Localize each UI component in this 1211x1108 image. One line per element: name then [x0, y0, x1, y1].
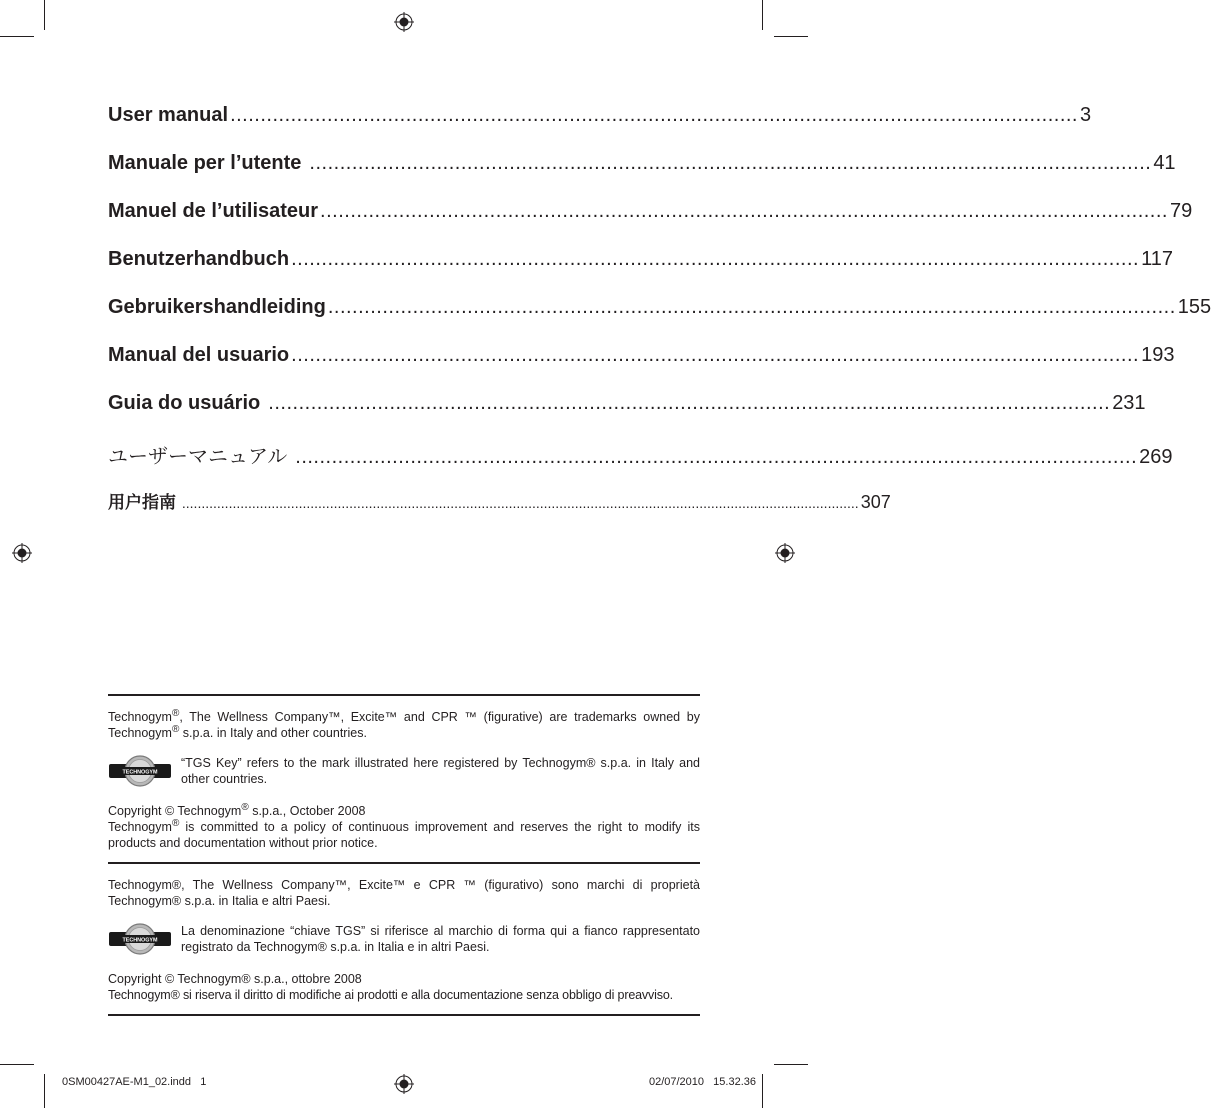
toc-title: 用户指南: [108, 493, 176, 513]
registration-mark-icon: [394, 1074, 414, 1094]
slug-filename: 0SM00427AE-M1_02.indd 1: [62, 1076, 207, 1088]
legal-notices: [108, 694, 700, 1016]
slug-datetime: 02/07/2010 15.32.36: [648, 1076, 756, 1088]
toc-title: Manuel de l’utilisateur: [108, 200, 319, 222]
toc-page-number: 269: [1139, 446, 1173, 468]
registration-mark-icon: [775, 543, 795, 563]
crop-mark: [44, 1074, 45, 1108]
trademark-notice: Technogym®, The Wellness Company™, Excite™ and CPR ™ (figurative) are trademarks owned by Technogym® s.p.a. in Italy and other countries.: [108, 708, 700, 740]
registration-mark-icon: [12, 543, 32, 563]
crop-mark: [0, 1064, 34, 1065]
toc-leader: ...........................................................................................................................................: [289, 446, 1138, 468]
legal-section-it: [108, 862, 700, 1014]
crop-mark: [44, 0, 45, 30]
toc-entry-zh[interactable]: [108, 488, 891, 536]
tgs-key-text: “TGS Key” refers to the mark illustrated here registered by Technogym® s.p.a. in Italy and other countries.: [181, 756, 700, 786]
toc-page-number: 231: [1112, 392, 1146, 414]
copyright-notice-it: Copyright © Technogym® s.p.a., ottobre 2008 Technogym® si riserva il diritto di modifiche ai prodotti e alla documentazione senza obbligo di preavviso.: [108, 972, 673, 1002]
toc-leader: ............................................................................................................................................: [230, 104, 1078, 126]
toc-title: ユーザーマニュアル: [108, 444, 288, 468]
toc-entry-es[interactable]: [108, 344, 1175, 392]
toc-title: Guia do usuário: [108, 392, 261, 414]
toc-entry-it[interactable]: [108, 152, 1176, 200]
toc-entry-en[interactable]: [108, 104, 1092, 152]
toc-leader: ............................................................................................................................................: [320, 200, 1168, 222]
trademark-notice-it: Technogym®, The Wellness Company™, Excite™ e CPR ™ (figurativo) sono marchi di proprietà Technogym® s.p.a. in Italia e altri Paesi.: [108, 878, 700, 908]
toc-page-number: 41: [1153, 152, 1176, 174]
toc-entry-ja[interactable]: [108, 440, 1173, 488]
toc-page-number: 117: [1141, 248, 1173, 270]
crop-mark: [774, 1064, 808, 1065]
toc-title: Gebruikershandleiding: [108, 296, 326, 318]
toc-title: Manual del usuario: [108, 344, 290, 366]
toc-title: User manual: [108, 104, 229, 126]
toc-page-number: 307: [860, 492, 891, 512]
tgs-key-notice-it: [108, 923, 700, 957]
legal-section-en: [108, 694, 700, 862]
toc-title: Benutzerhandbuch: [108, 248, 290, 270]
toc-entry-fr[interactable]: [108, 200, 1193, 248]
tgs-key-logo-icon: [108, 921, 172, 957]
svg-text:TECHNOGYM: TECHNOGYM: [122, 937, 158, 944]
toc-page-number: 79: [1169, 200, 1193, 222]
tgs-key-text-it: La denominazione “chiave TGS” si riferisce al marchio di forma qui a fianco rappresentato registrato da Technogym® s.p.a. in Italia e in altri Paesi.: [181, 924, 700, 954]
crop-mark: [762, 0, 763, 30]
toc-leader: ............................................................................................................................................: [327, 296, 1176, 318]
toc-leader: ..............................................................................................................................................................................: [178, 495, 859, 511]
toc-leader: ............................................................................................................................................: [291, 344, 1140, 366]
toc-page-number: 193: [1141, 344, 1175, 366]
toc-leader: ...........................................................................................................................................: [303, 152, 1152, 174]
section-divider: [108, 1014, 700, 1016]
tgs-key-logo-icon: [108, 753, 172, 789]
toc-entry-pt[interactable]: [108, 392, 1146, 440]
toc-leader: ...........................................................................................................................................: [262, 392, 1111, 414]
toc-page-number: 3: [1080, 104, 1092, 126]
registration-mark-icon: [394, 12, 414, 32]
toc-leader: ............................................................................................................................................: [291, 248, 1140, 270]
toc-title: Manuale per l’utente: [108, 152, 302, 174]
toc-page-number: 155: [1177, 296, 1211, 318]
crop-mark: [0, 36, 34, 37]
svg-text:TECHNOGYM: TECHNOGYM: [122, 769, 158, 776]
crop-mark: [762, 1074, 763, 1108]
toc-entry-nl[interactable]: [108, 296, 1211, 344]
crop-mark: [774, 36, 808, 37]
table-of-contents: [108, 104, 1211, 536]
tgs-key-notice: [108, 755, 700, 789]
copyright-notice: Copyright © Technogym® s.p.a., October 2008 Technogym® is committed to a policy of continuous improvement and reserves the right to modify its products and documentation without prior notice.: [108, 802, 700, 850]
toc-entry-de[interactable]: [108, 248, 1173, 296]
